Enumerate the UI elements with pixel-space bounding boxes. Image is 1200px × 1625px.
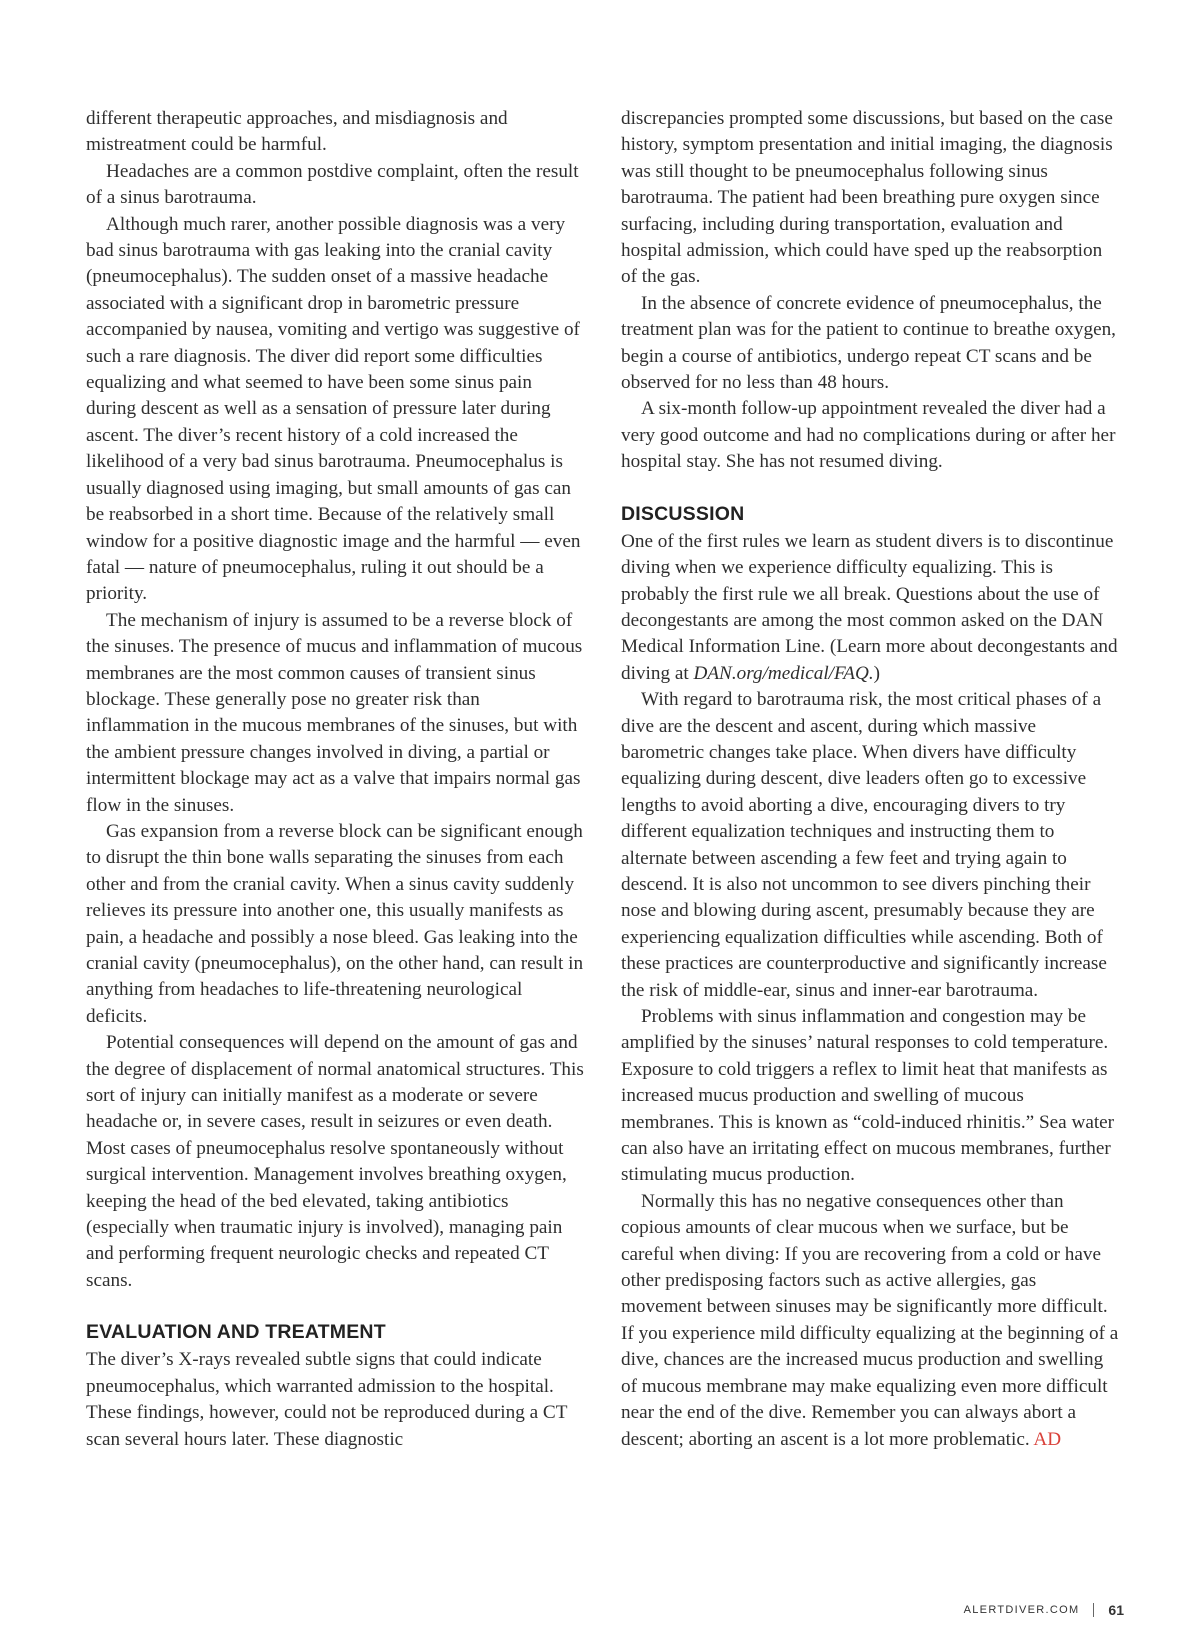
paragraph <box>621 529 1121 687</box>
paragraph: The mechanism of injury is assumed to be a reverse block of the sinuses. The presence of mucus and inflammation of mucous membranes are the most common causes of transient sinus blockage. These generally pose no greater risk than inflammation in the mucous membranes of the sinuses, but with the ambient pressure changes involved in diving, a partial or intermittent blockage may act as a valve that impairs normal gas flow in the sinuses. <box>86 609 583 816</box>
paragraph: different therapeutic approaches, and misdiagnosis and mistreatment could be harmful. <box>86 108 508 156</box>
footer-site: ALERTDIVER.COM <box>963 1604 1080 1616</box>
paragraph <box>621 1189 1121 1453</box>
paragraph: discrepancies prompted some discussions, but based on the case history, symptom presentation and initial imaging, the diagnosis was still thought to be pneumocephalus following sinus barotrauma. The patient had been breathing pure oxygen since surfacing, including during transportation, evaluation and hospital admission, which could have sped up the reabsorption of the gas. <box>621 108 1113 288</box>
section-heading-evaluation: EVALUATION AND TREATMENT <box>86 1321 386 1344</box>
paragraph: Gas expansion from a reverse block can be significant enough to disrupt the thin bone walls separating the sinuses from each other and from the cranial cavity. When a sinus cavity suddenly relieves its pressure into another one, this usually manifests as pain, a headache and possibly a nose bleed. Gas leaking into the cranial cavity (pneumocephalus), on the other hand, can result in anything from headaches to life-threatening neurological deficits. <box>86 820 584 1027</box>
paragraph: Problems with sinus inflammation and congestion may be amplified by the sinuses’ natural responses to cold temperature. Exposure to cold triggers a reflex to limit heat that manifests as increased mucus production and swelling of mucous membranes. This is known as “cold-induced rhinitis.” Sea water can also have an irritating effect on mucous membranes, further stimulating mucus production. <box>621 1006 1115 1186</box>
paragraph-text: Normally this has no negative consequences other than copious amounts of clear mucous when we surface, but be careful when diving: If you are recovering from a cold or have other predisposing factors such as active allergies, gas movement between sinuses may be significantly more difficult. If you experience mild difficulty equalizing at the beginning of a dive, chances are the increased mucus production and swelling of mucous membrane may make equalizing even more difficult near the end of the dive. Remember you can always abort a descent; aborting an ascent is a lot more problematic. <box>621 1190 1119 1450</box>
paragraph: A six-month follow-up appointment revealed the diver had a very good outcome and had no complications during or after her hospital stay. She has not resumed diving. <box>621 398 1116 473</box>
paragraph: In the absence of concrete evidence of pneumocephalus, the treatment plan was for the patient to continue to breathe oxygen, begin a course of antibiotics, undergo repeat CT scans and be observed for no less than 48 hours. <box>621 292 1116 394</box>
page-footer <box>964 1602 1124 1618</box>
paragraph: Potential consequences will depend on the amount of gas and the degree of displacement of normal anatomical structures. This sort of injury can initially manifest as a moderate or severe headache or, in severe cases, result in seizures or even death. Most cases of pneumocephalus resolve spontaneously without surgical intervention. Management involves breathing oxygen, keeping the head of the bed elevated, taking antibiotics (especially when traumatic injury is involved), managing pain and performing frequent neurologic checks and repeated CT scans. <box>86 1032 584 1291</box>
paragraph: The diver’s X-rays revealed subtle signs that could indicate pneumocephalus, which warranted admission to the hospital. These findings, however, could not be reproduced during a CT scan several hours later. These diagnostic <box>86 1349 568 1450</box>
page-number: 61 <box>1108 1602 1124 1618</box>
footer-divider <box>1093 1603 1094 1617</box>
paragraph-text-end: ) <box>873 662 881 684</box>
section-heading-discussion: DISCUSSION <box>621 502 745 525</box>
paragraph-text: One of the first rules we learn as student divers is to discontinue diving when we experience difficulty equalizing. This is probably the first rule we all break. Questions about the use of decongestants are among the most common asked on the DAN Medical Information Line. (Learn more about decongestants and diving at <box>621 530 1118 684</box>
paragraph: Although much rarer, another possible diagnosis was a very bad sinus barotrauma with gas leaking into the cranial cavity (pneumocephalus). The sudden onset of a massive headache associated with a significant drop in barometric pressure accompanied by nausea, vomiting and vertigo was suggestive of such a rare diagnosis. The diver did report some difficulties equalizing and what seemed to have been some sinus pain during descent as well as a sensation of pressure later during ascent. The diver’s recent history of a cold increased the likelihood of a very bad sinus barotrauma. Pneumocephalus is usually diagnosed using imaging, but small amounts of gas can be reabsorbed in a short time. Because of the relatively small window for a positive diagnostic image and the harmful — even fatal — nature of pneumocephalus, ruling it out should be a priority. <box>86 213 581 605</box>
end-mark: AD <box>1033 1428 1062 1450</box>
faq-link[interactable]: DAN.org/medical/FAQ. <box>693 662 874 684</box>
paragraph: Headaches are a common postdive complaint, often the result of a sinus barotrauma. <box>86 160 579 209</box>
paragraph: With regard to barotrauma risk, the most critical phases of a dive are the descent and ascent, during which massive barometric changes take place. When divers have difficulty equalizing during descent, dive leaders often go to excessive lengths to avoid aborting a dive, encouraging divers to try different equalization techniques and instructing them to alternate between ascending a few feet and trying again to descend. It is also not uncommon to see divers pinching their nose and blowing during ascent, presumably because they are experiencing equalization difficulties while ascending. Both of these practices are counterproductive and significantly increase the risk of middle-ear, sinus and inner-ear barotrauma. <box>621 689 1107 1001</box>
left-column <box>86 106 586 1453</box>
right-column <box>621 106 1121 1453</box>
